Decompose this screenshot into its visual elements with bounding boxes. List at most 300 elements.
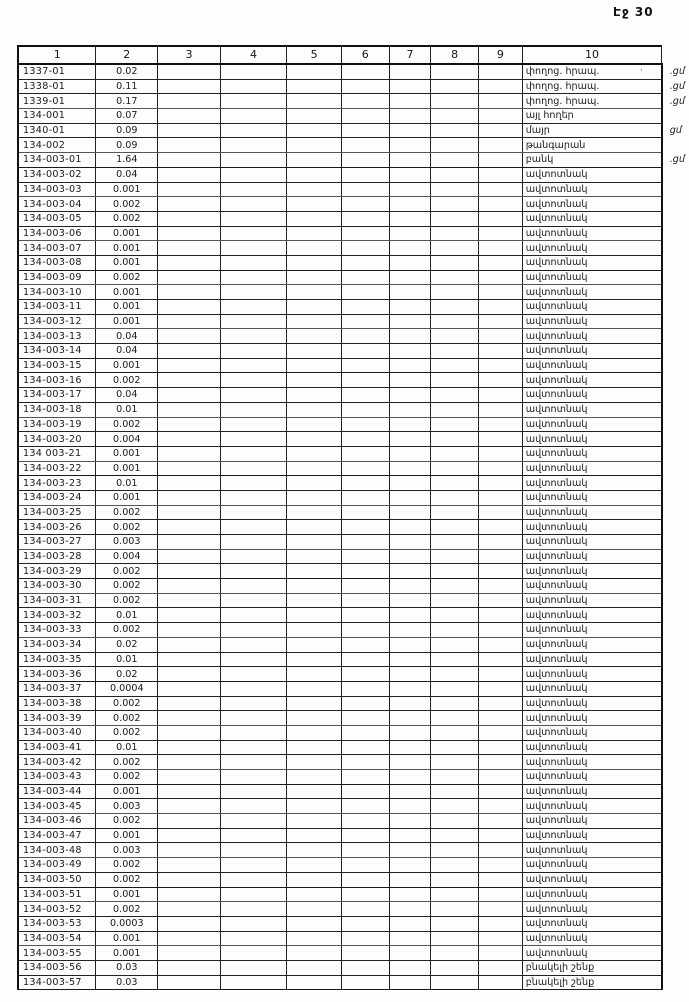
margin-note xyxy=(662,667,688,682)
cell-empty xyxy=(158,652,221,667)
cell-parcel-code: 134-003-39 xyxy=(18,711,96,726)
margin-note xyxy=(662,608,688,623)
margin-note xyxy=(662,446,688,461)
cell-empty xyxy=(479,79,523,94)
cell-empty xyxy=(431,64,479,79)
cell-empty xyxy=(287,725,342,740)
cell-empty xyxy=(479,872,523,887)
land-use-label: ավտոտնակ xyxy=(525,947,588,959)
cell-empty xyxy=(287,579,342,594)
cell-land-use xyxy=(522,182,661,197)
cell-empty xyxy=(158,197,221,212)
cell-empty xyxy=(341,755,389,770)
cell-empty xyxy=(389,64,431,79)
cell-empty xyxy=(158,931,221,946)
cell-empty xyxy=(220,711,287,726)
cell-empty xyxy=(158,64,221,79)
table-row xyxy=(18,858,688,873)
cell-empty xyxy=(341,579,389,594)
cell-parcel-code: 134-003-33 xyxy=(18,623,96,638)
land-use-label: ավտոտնակ xyxy=(525,477,588,489)
cell-parcel-code: 134-003-16 xyxy=(18,373,96,388)
margin-note xyxy=(662,182,688,197)
cell-empty xyxy=(479,681,523,696)
cell-empty xyxy=(158,828,221,843)
margin-note xyxy=(662,167,688,182)
cell-empty xyxy=(479,285,523,300)
cell-empty xyxy=(341,329,389,344)
table-row xyxy=(18,270,688,285)
cell-empty xyxy=(431,197,479,212)
cell-empty xyxy=(220,476,287,491)
cell-parcel-code: 134-003-31 xyxy=(18,593,96,608)
margin-note xyxy=(662,711,688,726)
cell-area-value: 0.0003 xyxy=(96,916,158,931)
cell-land-use xyxy=(522,270,661,285)
cell-empty xyxy=(287,505,342,520)
cell-empty xyxy=(341,725,389,740)
table-row xyxy=(18,535,688,550)
margin-note xyxy=(662,931,688,946)
column-header: 1 xyxy=(18,46,96,64)
cell-empty xyxy=(341,94,389,109)
cell-empty xyxy=(220,388,287,403)
margin-note xyxy=(662,681,688,696)
cell-empty xyxy=(220,285,287,300)
table-row xyxy=(18,432,688,447)
cell-empty xyxy=(431,446,479,461)
cell-empty xyxy=(220,241,287,256)
cell-land-use xyxy=(522,109,661,124)
cell-area-value: 0.002 xyxy=(96,872,158,887)
table-row xyxy=(18,623,688,638)
margin-note xyxy=(662,314,688,329)
cell-empty xyxy=(389,770,431,785)
cell-area-value: 0.17 xyxy=(96,94,158,109)
cell-area-value: 0.002 xyxy=(96,770,158,785)
cell-empty xyxy=(479,373,523,388)
cell-empty xyxy=(431,814,479,829)
cell-parcel-code: 134-003-45 xyxy=(18,799,96,814)
cell-empty xyxy=(287,770,342,785)
cell-area-value: 0.02 xyxy=(96,64,158,79)
cell-empty xyxy=(287,799,342,814)
cell-empty xyxy=(479,402,523,417)
cell-empty xyxy=(220,373,287,388)
cell-area-value: 0.002 xyxy=(96,593,158,608)
cell-empty xyxy=(220,608,287,623)
handwritten-tick-mark: · xyxy=(639,66,643,77)
cell-empty xyxy=(431,960,479,975)
cell-empty xyxy=(389,329,431,344)
land-use-label: ավտոտնակ xyxy=(525,448,588,460)
cell-parcel-code: 134-003-30 xyxy=(18,579,96,594)
table-row xyxy=(18,314,688,329)
table-row xyxy=(18,255,688,270)
cell-area-value: 0.01 xyxy=(96,476,158,491)
table-body xyxy=(18,64,688,990)
land-use-label: ավտոտնակ xyxy=(525,756,588,768)
cell-land-use xyxy=(522,975,661,990)
table-row xyxy=(18,490,688,505)
cell-parcel-code: 134-003-03 xyxy=(18,182,96,197)
table-row xyxy=(18,344,688,359)
cell-empty xyxy=(389,593,431,608)
cell-empty xyxy=(389,931,431,946)
cell-empty xyxy=(431,564,479,579)
cell-empty xyxy=(158,255,221,270)
cell-area-value: 0.04 xyxy=(96,388,158,403)
cell-empty xyxy=(220,505,287,520)
cell-parcel-code: 1340-01 xyxy=(18,123,96,138)
table-row xyxy=(18,681,688,696)
cell-land-use xyxy=(522,241,661,256)
cell-empty xyxy=(389,520,431,535)
table-row xyxy=(18,226,688,241)
cell-empty xyxy=(220,211,287,226)
cell-empty xyxy=(389,608,431,623)
cell-empty xyxy=(431,270,479,285)
margin-note xyxy=(662,417,688,432)
cell-land-use xyxy=(522,300,661,315)
cell-empty xyxy=(287,814,342,829)
cell-empty xyxy=(341,696,389,711)
cell-empty xyxy=(479,858,523,873)
land-use-label: բանկ xyxy=(525,154,554,166)
cell-empty xyxy=(479,123,523,138)
cell-empty xyxy=(431,872,479,887)
cell-parcel-code: 134-003-06 xyxy=(18,226,96,241)
land-use-label: ավտոտնակ xyxy=(525,418,588,430)
cell-land-use xyxy=(522,388,661,403)
cell-empty xyxy=(287,975,342,990)
cell-empty xyxy=(479,549,523,564)
margin-note: .ցմ xyxy=(669,66,685,78)
cell-land-use xyxy=(522,623,661,638)
cell-empty xyxy=(431,226,479,241)
cell-empty xyxy=(158,858,221,873)
cell-empty xyxy=(431,417,479,432)
margin-note xyxy=(662,652,688,667)
cell-land-use xyxy=(522,123,661,138)
cell-parcel-code: 134-003-50 xyxy=(18,872,96,887)
cell-empty xyxy=(479,64,523,79)
cell-empty xyxy=(479,608,523,623)
cell-empty xyxy=(431,755,479,770)
cell-area-value: 0.004 xyxy=(96,432,158,447)
cell-empty xyxy=(287,667,342,682)
cell-empty xyxy=(220,344,287,359)
column-header: 4 xyxy=(220,46,287,64)
cell-empty xyxy=(479,270,523,285)
cell-empty xyxy=(389,255,431,270)
cell-parcel-code: 134-003-40 xyxy=(18,725,96,740)
cell-area-value: 0.07 xyxy=(96,109,158,124)
cell-empty xyxy=(158,711,221,726)
cell-empty xyxy=(389,138,431,153)
land-use-label: ավտոտնակ xyxy=(525,257,588,269)
cell-area-value: 0.002 xyxy=(96,564,158,579)
cell-empty xyxy=(158,402,221,417)
land-use-label: ավտոտնակ xyxy=(525,433,588,445)
cell-land-use xyxy=(522,652,661,667)
cell-empty xyxy=(287,461,342,476)
land-use-label: ավտոտնակ xyxy=(525,727,588,739)
cell-empty xyxy=(158,446,221,461)
land-use-label: ավտոտնակ xyxy=(525,374,588,386)
cell-empty xyxy=(287,446,342,461)
cell-empty xyxy=(341,79,389,94)
land-use-label: ավտոտնակ xyxy=(525,183,588,195)
cell-empty xyxy=(341,564,389,579)
cell-empty xyxy=(220,461,287,476)
cell-empty xyxy=(158,799,221,814)
cell-empty xyxy=(158,960,221,975)
cell-empty xyxy=(479,946,523,961)
cell-empty xyxy=(431,182,479,197)
cell-empty xyxy=(389,711,431,726)
cell-area-value: 0.002 xyxy=(96,579,158,594)
cell-empty xyxy=(287,432,342,447)
cell-empty xyxy=(389,490,431,505)
cell-empty xyxy=(287,887,342,902)
cell-empty xyxy=(341,623,389,638)
cell-empty xyxy=(479,94,523,109)
cell-empty xyxy=(220,681,287,696)
margin-note xyxy=(662,300,688,315)
cell-empty xyxy=(479,725,523,740)
margin-note xyxy=(662,828,688,843)
cell-empty xyxy=(158,344,221,359)
cell-empty xyxy=(431,461,479,476)
cell-land-use xyxy=(522,799,661,814)
cell-empty xyxy=(220,872,287,887)
cell-empty xyxy=(479,388,523,403)
cell-parcel-code: 134-003-56 xyxy=(18,960,96,975)
cell-empty xyxy=(389,182,431,197)
cell-empty xyxy=(220,79,287,94)
cell-parcel-code: 134-003-38 xyxy=(18,696,96,711)
cell-empty xyxy=(287,916,342,931)
cell-empty xyxy=(479,711,523,726)
cell-empty xyxy=(431,535,479,550)
cell-empty xyxy=(389,652,431,667)
margin-note xyxy=(662,344,688,359)
cell-empty xyxy=(158,564,221,579)
cell-empty xyxy=(158,740,221,755)
cell-empty xyxy=(431,373,479,388)
cell-parcel-code: 134-003-04 xyxy=(18,197,96,212)
cell-land-use xyxy=(522,872,661,887)
table-row xyxy=(18,197,688,212)
cell-empty xyxy=(479,916,523,931)
cell-land-use xyxy=(522,725,661,740)
cell-empty xyxy=(431,711,479,726)
table-row xyxy=(18,182,688,197)
cell-empty xyxy=(287,652,342,667)
cell-empty xyxy=(431,608,479,623)
land-parcel-table xyxy=(17,45,689,990)
cell-area-value: 0.002 xyxy=(96,725,158,740)
table-row xyxy=(18,975,688,990)
cell-empty xyxy=(431,476,479,491)
cell-empty xyxy=(431,858,479,873)
cell-land-use xyxy=(522,770,661,785)
cell-area-value: 0.002 xyxy=(96,711,158,726)
margin-note xyxy=(662,916,688,931)
cell-empty xyxy=(431,828,479,843)
cell-empty xyxy=(389,843,431,858)
table-row xyxy=(18,755,688,770)
cell-empty xyxy=(389,300,431,315)
cell-land-use xyxy=(522,843,661,858)
land-use-label: ավտոտնակ xyxy=(525,360,588,372)
table-row xyxy=(18,579,688,594)
table-row xyxy=(18,241,688,256)
cell-empty xyxy=(287,94,342,109)
cell-empty xyxy=(431,799,479,814)
cell-empty xyxy=(389,197,431,212)
cell-empty xyxy=(479,975,523,990)
cell-empty xyxy=(341,182,389,197)
table-row xyxy=(18,725,688,740)
cell-area-value: 0.02 xyxy=(96,637,158,652)
cell-area-value: 0.001 xyxy=(96,300,158,315)
table-row xyxy=(18,931,688,946)
cell-empty xyxy=(341,211,389,226)
cell-empty xyxy=(341,373,389,388)
cell-empty xyxy=(341,784,389,799)
cell-parcel-code: 134-003-20 xyxy=(18,432,96,447)
cell-parcel-code: 134-003-53 xyxy=(18,916,96,931)
cell-empty xyxy=(220,828,287,843)
land-use-label: ավտոտնակ xyxy=(525,301,588,313)
cell-empty xyxy=(287,417,342,432)
cell-empty xyxy=(389,579,431,594)
cell-land-use xyxy=(522,344,661,359)
cell-empty xyxy=(158,182,221,197)
cell-empty xyxy=(220,402,287,417)
cell-area-value: 0.001 xyxy=(96,314,158,329)
cell-empty xyxy=(341,520,389,535)
cell-land-use xyxy=(522,564,661,579)
cell-land-use xyxy=(522,608,661,623)
cell-empty xyxy=(158,167,221,182)
table-row xyxy=(18,476,688,491)
cell-land-use xyxy=(522,373,661,388)
cell-empty xyxy=(389,446,431,461)
cell-empty xyxy=(479,960,523,975)
cell-empty xyxy=(158,814,221,829)
cell-empty xyxy=(341,314,389,329)
margin-note xyxy=(662,461,688,476)
land-use-label: ավտոտնակ xyxy=(525,389,588,401)
cell-parcel-code: 134-003-07 xyxy=(18,241,96,256)
cell-empty xyxy=(220,153,287,168)
cell-land-use xyxy=(522,946,661,961)
cell-empty xyxy=(431,241,479,256)
cell-empty xyxy=(389,211,431,226)
cell-parcel-code: 134-003-29 xyxy=(18,564,96,579)
cell-empty xyxy=(341,946,389,961)
table-row xyxy=(18,388,688,403)
cell-land-use xyxy=(522,94,661,109)
land-use-label: ավտոտնակ xyxy=(525,169,588,181)
cell-area-value: 0.04 xyxy=(96,167,158,182)
cell-area-value: 0.002 xyxy=(96,417,158,432)
cell-parcel-code: 134-003-17 xyxy=(18,388,96,403)
cell-empty xyxy=(341,285,389,300)
margin-note xyxy=(662,432,688,447)
cell-area-value: 0.01 xyxy=(96,652,158,667)
cell-land-use xyxy=(522,167,661,182)
cell-empty xyxy=(431,843,479,858)
cell-parcel-code: 134-003-37 xyxy=(18,681,96,696)
cell-empty xyxy=(431,402,479,417)
cell-empty xyxy=(389,755,431,770)
cell-empty xyxy=(220,652,287,667)
cell-area-value: 0.002 xyxy=(96,902,158,917)
cell-empty xyxy=(287,946,342,961)
cell-empty xyxy=(287,300,342,315)
cell-empty xyxy=(479,755,523,770)
margin-note xyxy=(662,593,688,608)
cell-empty xyxy=(389,916,431,931)
margin-note: ցմ xyxy=(669,125,682,137)
cell-empty xyxy=(158,593,221,608)
cell-empty xyxy=(389,109,431,124)
cell-empty xyxy=(341,446,389,461)
cell-empty xyxy=(287,226,342,241)
land-use-label: բնակելի շենք xyxy=(525,976,595,988)
table-row xyxy=(18,153,688,168)
cell-empty xyxy=(158,975,221,990)
cell-empty xyxy=(341,123,389,138)
cell-empty xyxy=(479,667,523,682)
cell-empty xyxy=(431,740,479,755)
cell-empty xyxy=(220,725,287,740)
land-use-label: ավտոտնակ xyxy=(525,565,588,577)
cell-empty xyxy=(220,975,287,990)
margin-note xyxy=(662,564,688,579)
cell-empty xyxy=(341,931,389,946)
cell-empty xyxy=(341,138,389,153)
table-row xyxy=(18,667,688,682)
cell-empty xyxy=(431,975,479,990)
cell-empty xyxy=(287,490,342,505)
cell-land-use xyxy=(522,446,661,461)
table-row xyxy=(18,167,688,182)
cell-empty xyxy=(341,535,389,550)
cell-empty xyxy=(431,285,479,300)
table-row xyxy=(18,549,688,564)
land-use-label: ավտոտնակ xyxy=(525,888,588,900)
cell-empty xyxy=(389,535,431,550)
cell-area-value: 0.002 xyxy=(96,505,158,520)
cell-empty xyxy=(341,975,389,990)
cell-empty xyxy=(431,931,479,946)
cell-parcel-code: 134-003-36 xyxy=(18,667,96,682)
cell-empty xyxy=(389,358,431,373)
cell-empty xyxy=(220,520,287,535)
cell-empty xyxy=(431,79,479,94)
cell-empty xyxy=(479,211,523,226)
cell-empty xyxy=(220,887,287,902)
cell-empty xyxy=(158,476,221,491)
cell-parcel-code: 134-003-18 xyxy=(18,402,96,417)
cell-empty xyxy=(389,637,431,652)
table-row xyxy=(18,505,688,520)
